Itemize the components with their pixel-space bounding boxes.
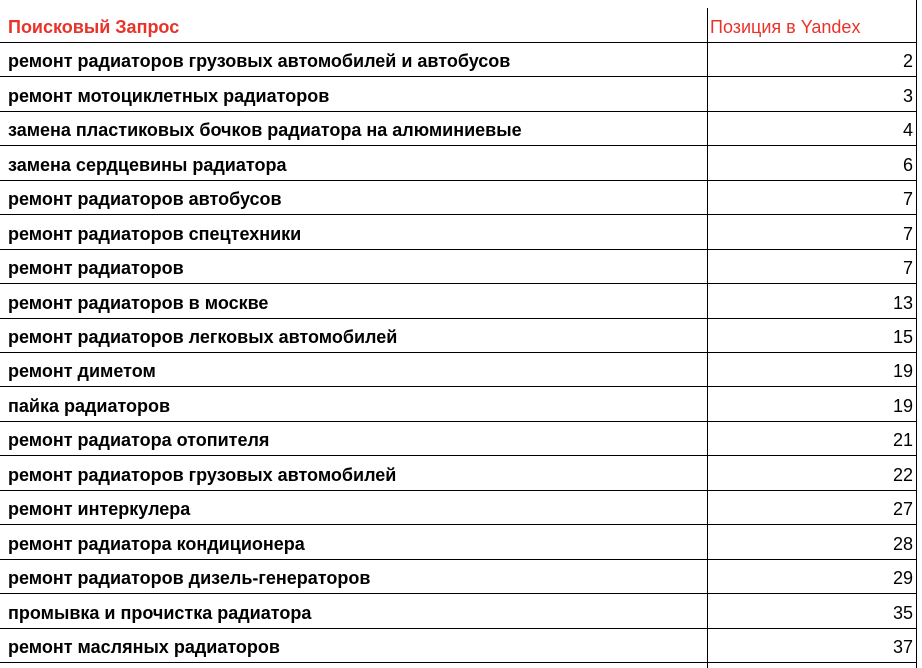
header-row	[0, 8, 916, 43]
table-row	[0, 112, 916, 146]
position-cell[interactable]: 19	[892, 361, 913, 382]
position-cell[interactable]: 7	[902, 258, 913, 279]
position-cell[interactable]: 7	[902, 189, 913, 210]
position-cell[interactable]: 35	[892, 602, 913, 623]
table-row	[0, 353, 916, 387]
query-cell[interactable]: ремонт радиаторов	[8, 258, 184, 279]
query-cell[interactable]: ремонт радиаторов дизель-генераторов	[8, 568, 371, 589]
position-cell[interactable]: 15	[892, 327, 913, 348]
query-cell[interactable]: промывка и прочистка радиатора	[8, 602, 312, 623]
query-cell[interactable]: ремонт диметом	[8, 361, 156, 382]
table-row	[0, 284, 916, 318]
position-cell[interactable]: 3	[902, 85, 913, 106]
query-cell[interactable]: ремонт радиаторов в москве	[8, 292, 269, 313]
table-row	[0, 181, 916, 215]
table-row	[0, 250, 916, 284]
position-cell[interactable]: 29	[892, 568, 913, 589]
position-cell[interactable]: 27	[892, 499, 913, 520]
position-cell[interactable]: 21	[892, 430, 913, 451]
header-position-label[interactable]: Позиция в Yandex	[710, 17, 861, 37]
query-cell[interactable]: ремонт масляных радиаторов	[8, 637, 280, 658]
header-query-label[interactable]: Поисковый Запрос	[8, 17, 180, 37]
column-divider-right	[916, 0, 917, 668]
position-cell[interactable]: 2	[902, 51, 913, 72]
table-row	[0, 388, 916, 422]
position-cell[interactable]: 28	[892, 533, 913, 554]
query-cell[interactable]: ремонт мотоциклетных радиаторов	[8, 85, 330, 106]
position-cell[interactable]: 6	[902, 154, 913, 175]
table-row	[0, 422, 916, 456]
position-cell[interactable]: 37	[892, 637, 913, 658]
table-row	[0, 319, 916, 353]
position-cell[interactable]: 13	[892, 292, 913, 313]
query-cell[interactable]: ремонт радиаторов грузовых автомобилей	[8, 464, 397, 485]
position-cell[interactable]: 19	[892, 395, 913, 416]
query-cell[interactable]: замена пластиковых бочков радиатора на алюминиевые	[8, 120, 522, 141]
table-row	[0, 560, 916, 594]
table-row	[0, 491, 916, 525]
query-cell[interactable]: ремонт радиаторов грузовых автомобилей и автобусов	[8, 51, 511, 72]
position-cell[interactable]: 22	[892, 464, 913, 485]
table-row	[0, 456, 916, 490]
query-cell[interactable]: замена сердцевины радиатора	[8, 154, 287, 175]
table-row	[0, 594, 916, 628]
query-cell[interactable]: ремонт радиаторов легковых автомобилей	[8, 327, 398, 348]
table-row	[0, 525, 916, 559]
column-divider	[707, 8, 708, 668]
table-row	[0, 43, 916, 77]
query-cell[interactable]: ремонт радиатора кондиционера	[8, 533, 305, 554]
query-cell[interactable]: ремонт радиаторов автобусов	[8, 189, 282, 210]
position-cell[interactable]: 7	[902, 223, 913, 244]
table-row	[0, 215, 916, 249]
query-cell[interactable]: ремонт радиатора отопителя	[8, 430, 270, 451]
table-row	[0, 146, 916, 180]
table-row	[0, 77, 916, 111]
query-cell[interactable]: ремонт интеркулера	[8, 499, 191, 520]
query-cell[interactable]: ремонт радиаторов спецтехники	[8, 223, 302, 244]
position-cell[interactable]: 4	[902, 120, 913, 141]
table-row	[0, 629, 916, 663]
query-cell[interactable]: пайка радиаторов	[8, 395, 171, 416]
